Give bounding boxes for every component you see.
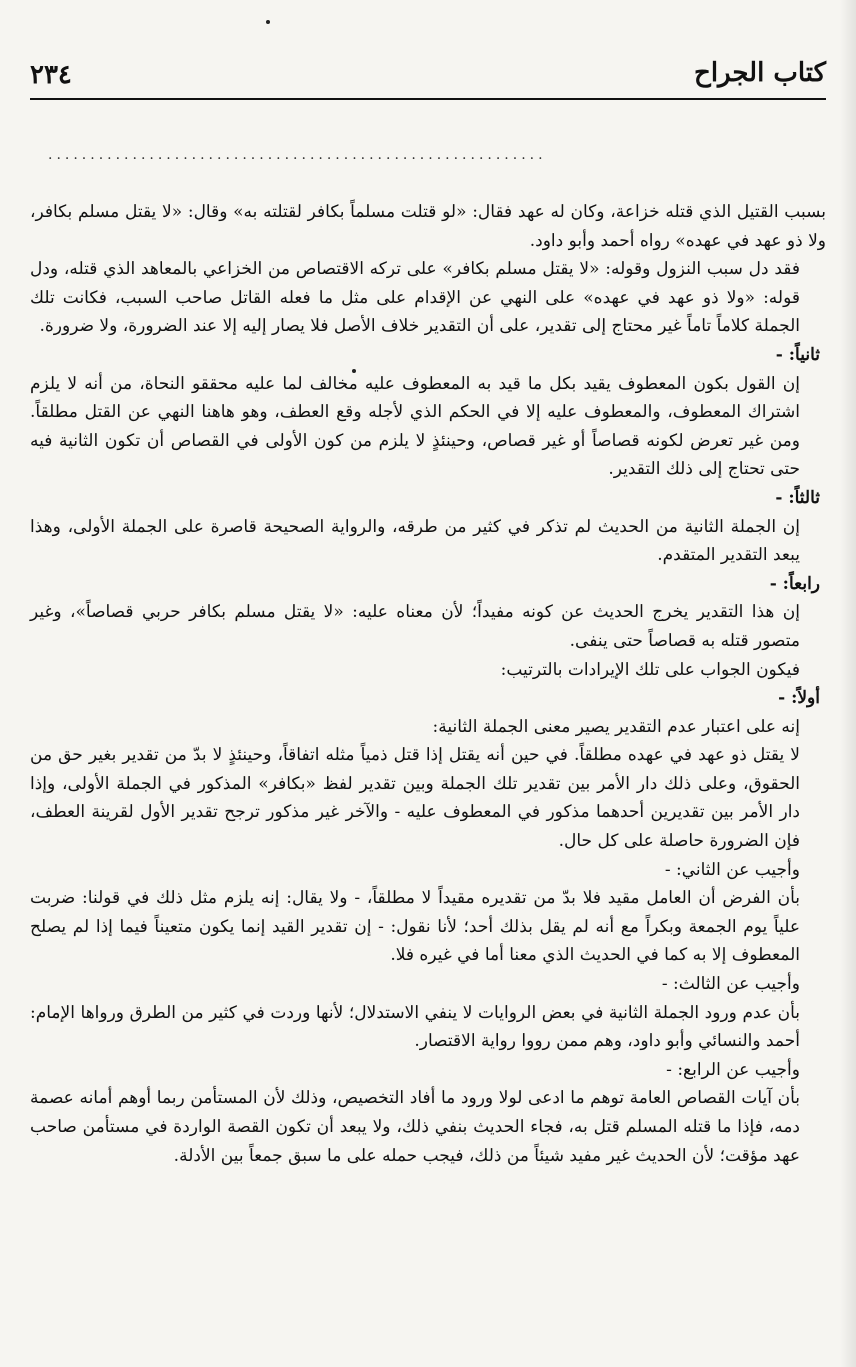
body-text (30, 198, 826, 1170)
section-heading: ثانياً: - (775, 344, 820, 365)
section-heading: رابعاً: - (769, 573, 820, 594)
paragraph: فقد دل سبب النزول وقوله: «لا يقتل مسلم بكافر» على تركه الاقتصاص من الخزاعي بالمعاهد الذي قتله، ودل قوله: «ولا ذو عهد في عهده» على النهي عن الإقدام على مثل ما فعله القاتل صاحب السبب، فكانت تلك الجملة كلاماً تاماً غير محتاج إلى تقدير، على أن التقدير خلاف الأصل فلا يصار إليه إلا عند الضرورة، ولا ضرورة. (30, 259, 800, 337)
paragraph: لا يقتل ذو عهد في عهده مطلقاً. في حين أنه يقتل إذا قتل ذمياً مثله اتفاقاً، وحينئذٍ لا بدّ من تقدير بغير حق من الحقوق، وعلى ذلك دار الأمر بين تقدير تلك الجملة وبين تقدير لفظ «بكافر» المذكور في الجملة الأولى، وإذا دار الأمر بين تقديرين أحدهما مذكور في المعطوف عليه - والآخر غير مذكور ترجح تقدير الأول لقرينة العطف، فإن الضرورة حاصلة على كل حال. (30, 745, 800, 852)
section-heading: أولاً: - (778, 688, 820, 709)
paragraph: إنه على اعتبار عدم التقدير يصير معنى الجملة الثانية: (432, 716, 800, 737)
paragraph: بأن آيات القصاص العامة توهم ما ادعى لولا ورود ما أفاد التخصيص، وذلك لأن المستأمن ربما أوهم أمانه عصمة دمه، فإذا ما قتله المسلم قتل به، فجاء الحديث بنفي ذلك، ولا يبعد أن تكون القصة الواردة في مستأمن صاحب عهد مؤقت؛ لأن الحديث غير مفيد شيئاً من ذلك، فيجب حمله على ما سبق جمعاً بين الأدلة. (30, 1088, 800, 1166)
paragraph: وأجيب عن الرابع: - (666, 1059, 800, 1080)
paragraph: بأن الفرض أن العامل مقيد فلا بدّ من تقديره مقيداً لا مطلقاً، - ولا يقال: إنه يلزم مثل ذلك في قولنا: ضربت علياً يوم الجمعة وبكراً مع أنه لم يقل بذلك أحد؛ لأنا نقول: - إن تقدير القيد إنما يكون متعيناً فيما إذا لم يصلح المعطوف إلا به كما في الحديث الذي معنا أما في غيره فلا. (30, 888, 801, 966)
dotted-separator: ........................................................... (48, 147, 547, 163)
paragraph: وأجيب عن الثالث: - (661, 974, 800, 995)
paragraph: إن القول بكون المعطوف يقيد بكل ما قيد به المعطوف عليه مخالف لما عليه محققو النحاة، من أنه لا يلزم اشتراك المعطوف، والمعطوف عليه إلا في الحكم الذي لأجله وقع العطف، وهو هاهنا النهي عن القتل مطلقاً. ومن غير تعرض لكونه قصاصاً أو غير قصاص، وحينئذٍ لا يلزم من كون الأولى في القصاص أن تكون الثانية فيه حتى تحتاج إلى ذلك التقدير. (30, 373, 800, 480)
paragraph: بأن عدم ورود الجملة الثانية في بعض الروايات لا ينفي الاستدلال؛ لأنها وردت في كثير من الطرق ورواها الإمام: أحمد والنسائي وأبو داود، وهم ممن رووا رواية الاقتصار. (30, 1002, 800, 1052)
paragraph: إن هذا التقدير يخرج الحديث عن كونه مفيداً؛ لأن معناه عليه: «لا يقتل مسلم بكافر حربي قصاصاً»، وغير متصور قتله به قصاصاً حتى ينفى. (30, 602, 800, 651)
paragraph: بسبب القتيل الذي قتله خزاعة، وكان له عهد فقال: «لو قتلت مسلماً بكافر لقتلته به» وقال: «لا يقتل مسلم بكافر، ولا ذو عهد في عهده» رواه أحمد وأبو داود. (30, 202, 826, 251)
scan-edge-shadow (840, 0, 856, 1367)
running-title: كتاب الجراح (694, 58, 826, 88)
section-heading: ثالثاً: - (775, 487, 820, 508)
page-header (30, 58, 826, 98)
header-rule (30, 98, 826, 100)
ink-speck (266, 20, 270, 24)
ink-speck (352, 369, 356, 373)
paragraph: إن الجملة الثانية من الحديث لم تذكر في كثير من طرقه، والرواية الصحيحة قاصرة على الجملة الأولى، وهذا يبعد التقدير المتقدم. (30, 516, 800, 566)
page-number: ٢٣٤ (30, 60, 72, 90)
paragraph: فيكون الجواب على تلك الإيرادات بالترتيب: (500, 659, 800, 680)
paragraph: وأجيب عن الثاني: - (664, 859, 800, 880)
